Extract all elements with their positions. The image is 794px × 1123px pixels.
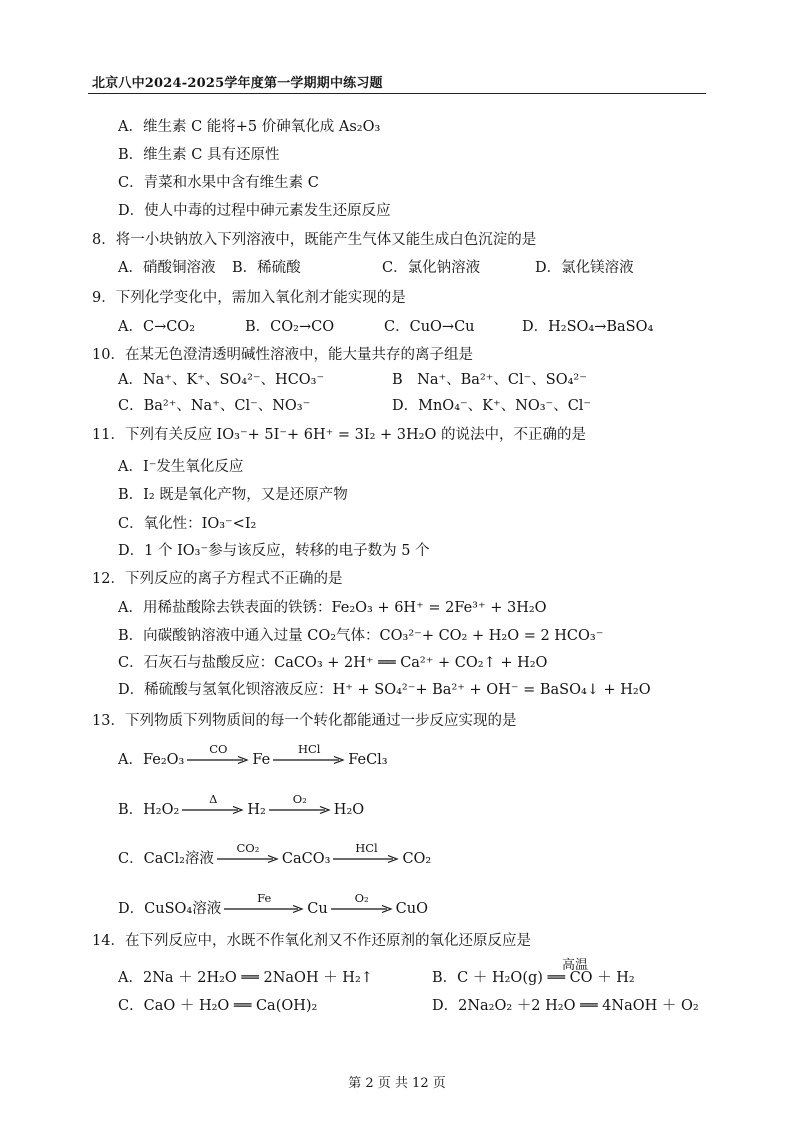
q12-option-a: A．用稀盐酸除去铁表面的铁锈：Fe₂O₃ + 6H⁺ = 2Fe³⁺ + 3H₂O: [118, 600, 547, 616]
q14-stem: 14．在下列反应中，水既不作氧化剂又不作还原剂的氧化还原反应是: [92, 933, 531, 949]
q13-a-intermediate: Fe: [252, 752, 271, 768]
q10-option-c: C．Ba²⁺、Na⁺、Cl⁻、NO₃⁻: [118, 398, 311, 414]
reaction-arrow: [333, 841, 399, 864]
q13-option-c: [118, 841, 432, 869]
q13-stem: 13．下列物质下列物质间的每一个转化都能通过一步反应实现的是: [92, 713, 517, 729]
q8-option-a: A．硝酸铜溶液: [118, 260, 216, 276]
q13-b-intermediate: H₂: [247, 802, 266, 818]
q10-option-d: D．MnO₄⁻、K⁺、NO₃⁻、Cl⁻: [392, 398, 592, 414]
q12-option-b: B．向碳酸钠溶液中通入过量 CO₂气体：CO₃²⁻+ CO₂ + H₂O = 2 HCO₃⁻: [118, 628, 604, 644]
q13-b-reactant: H₂O₂: [143, 802, 180, 818]
q13-d-condition-2: O₂: [354, 891, 369, 905]
q8-option-c: C．氯化钠溶液: [382, 260, 481, 276]
page-footer: 第 2 页 共 12 页: [348, 1076, 446, 1091]
q13-c-product: CO₂: [402, 851, 432, 867]
q13-c-label: C．: [118, 851, 144, 867]
q9-option-c: C．CuO→Cu: [384, 319, 475, 335]
q10-option-a: A．Na⁺、K⁺、SO₄²⁻、HCO₃⁻: [118, 372, 325, 388]
q13-d-product: CuO: [395, 901, 428, 917]
q7-option-a: A．维生素 C 能将+5 价砷氧化成 As₂O₃: [118, 119, 381, 135]
q12-option-d: D．稀硫酸与氢氧化钡溶液反应：H⁺ + SO₄²⁻+ Ba²⁺ + OH⁻ = BaSO₄↓ + H₂O: [118, 682, 651, 698]
q13-d-reactant: CuSO₄溶液: [144, 901, 222, 917]
header-divider: [88, 93, 706, 94]
q13-c-intermediate: CaCO₃: [281, 851, 331, 867]
q13-a-label: A．: [118, 752, 143, 768]
reaction-arrow: [187, 742, 249, 765]
reaction-arrow: [269, 792, 331, 815]
q11-option-c: C．氧化性：IO₃⁻<I₂: [118, 516, 257, 532]
q12-option-c: C．石灰石与盐酸反应：CaCO₃ + 2H⁺ ══ Ca²⁺ + CO₂↑ + H₂O: [118, 655, 548, 671]
q10-option-b: B Na⁺、Ba²⁺、Cl⁻、SO₄²⁻: [392, 372, 587, 388]
q13-a-condition-2: HCl: [297, 742, 321, 756]
q13-option-d: [118, 891, 428, 919]
q7-option-c: C．青菜和水果中含有维生素 C: [118, 175, 319, 191]
reaction-arrow: [273, 742, 345, 765]
q9-stem: 9．下列化学变化中，需加入氧化剂才能实现的是: [92, 290, 406, 306]
q11-option-d: D．1 个 IO₃⁻参与该反应，转移的电子数为 5 个: [118, 543, 430, 559]
reaction-arrow: [217, 841, 279, 864]
q13-a-reactant: Fe₂O₃: [142, 752, 185, 768]
q13-d-intermediate: Cu: [307, 901, 328, 917]
q13-c-reactant: CaCl₂溶液: [143, 851, 214, 867]
q13-option-b: [118, 792, 365, 820]
q14-option-b: B．C ＋ H₂O(g) ══ CO ＋ H₂: [432, 970, 635, 986]
q9-option-a: A．C→CO₂: [118, 319, 196, 335]
q13-a-product: FeCl₃: [348, 752, 388, 768]
q13-b-label: B．: [118, 802, 144, 818]
q13-b-product: H₂O: [333, 802, 365, 818]
q13-a-condition-1: CO: [209, 742, 228, 756]
q14-option-c: C．CaO ＋ H₂O ══ Ca(OH)₂: [118, 998, 318, 1014]
q8-stem: 8．将一小块钠放入下列溶液中，既能产生气体又能生成白色沉淀的是: [92, 232, 537, 248]
q12-stem: 12．下列反应的离子方程式不正确的是: [92, 571, 343, 587]
q11-option-a: A．I⁻发生氧化反应: [118, 459, 244, 475]
page-header: 北京八中2024-2025学年度第一学期期中练习题: [92, 76, 383, 91]
q7-option-b: B．维生素 C 具有还原性: [118, 147, 280, 163]
q14-b-condition: 高温: [562, 958, 589, 973]
q14-option-d: D．2Na₂O₂ ＋2 H₂O ══ 4NaOH ＋ O₂: [432, 998, 699, 1014]
reaction-arrow: [331, 891, 393, 914]
q10-stem: 10．在某无色澄清透明碱性溶液中，能大量共存的离子组是: [92, 347, 473, 363]
q13-d-condition-1: Fe: [257, 891, 272, 905]
reaction-arrow: [224, 891, 304, 914]
q8-option-d: D．氯化镁溶液: [535, 260, 634, 276]
q14-option-a: A．2Na ＋ 2H₂O ══ 2NaOH ＋ H₂↑: [118, 970, 373, 986]
q13-d-label: D．: [118, 901, 145, 917]
q13-option-a: [118, 742, 388, 770]
q9-option-d: D．H₂SO₄→BaSO₄: [522, 319, 654, 335]
reaction-arrow: [182, 792, 244, 815]
q11-option-b: B．I₂ 既是氧化产物，又是还原产物: [118, 487, 348, 503]
q11-stem: 11．下列有关反应 IO₃⁻+ 5I⁻+ 6H⁺ = 3I₂ + 3H₂O 的说法中，不正确的是: [92, 427, 586, 443]
q13-b-condition-2: O₂: [292, 792, 307, 806]
q7-option-d: D．使人中毒的过程中砷元素发生还原反应: [118, 203, 391, 219]
q13-b-condition-1: Δ: [209, 792, 218, 806]
q13-c-condition-2: HCl: [355, 841, 378, 855]
q9-option-b: B．CO₂→CO: [245, 319, 335, 335]
q13-c-condition-1: CO₂: [236, 841, 260, 855]
q8-option-b: B．稀硫酸: [232, 260, 301, 276]
